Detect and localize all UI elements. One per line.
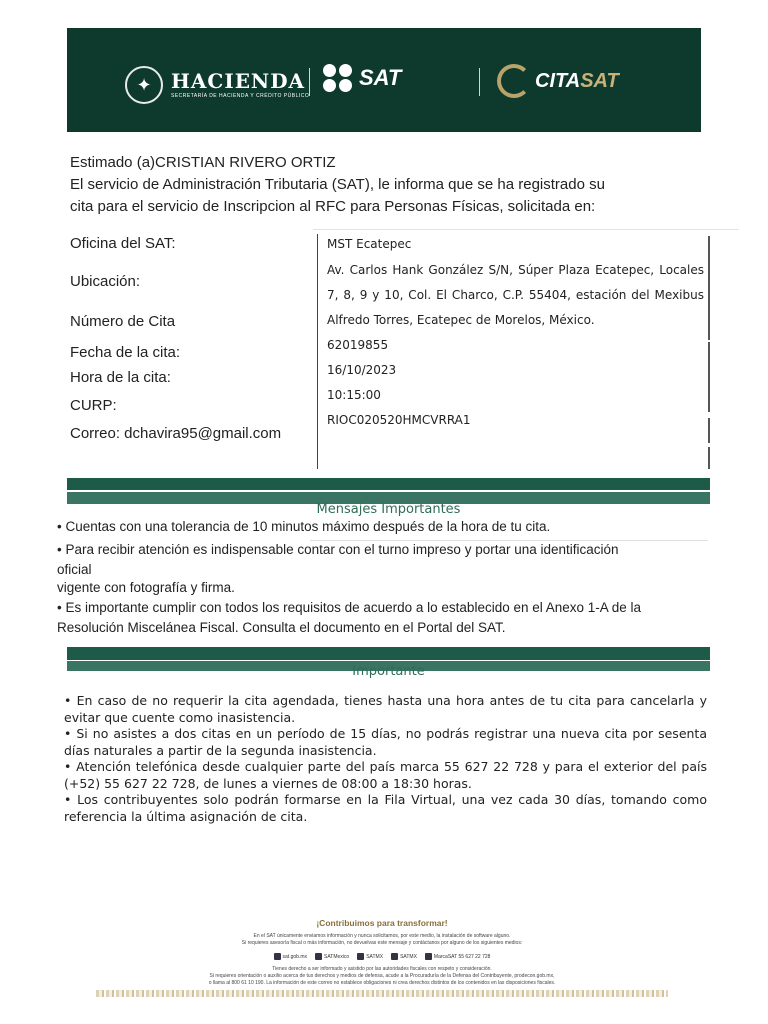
facebook-icon bbox=[315, 953, 322, 960]
sat-logo-text: SAT bbox=[359, 65, 402, 90]
citasat-logo-part1: CITA bbox=[535, 69, 581, 92]
curp-label: CURP: bbox=[70, 397, 117, 414]
intro-line-1: El servicio de Administración Tributaria (SAT), le informa que se ha registrado su bbox=[70, 176, 605, 193]
hacienda-subtitle: SECRETARÍA DE HACIENDA Y CRÉDITO PÚBLICO bbox=[171, 93, 310, 99]
section-bar bbox=[67, 647, 710, 660]
message-item: Resolución Miscelánea Fiscal. Consulta el documento en el Portal del SAT. bbox=[57, 620, 506, 635]
date-value: 16/10/2023 bbox=[327, 363, 397, 377]
message-item: vigente con fotografía y firma. bbox=[57, 580, 235, 595]
hacienda-title: HACIENDA bbox=[171, 69, 306, 93]
table-right-border bbox=[708, 236, 710, 340]
citasat-logo-part2: SAT bbox=[580, 69, 619, 92]
header-banner bbox=[67, 28, 701, 132]
eagle-seal-icon: ✦ bbox=[125, 66, 163, 104]
time-label: Hora de la cita: bbox=[70, 369, 171, 386]
globe-icon bbox=[274, 953, 281, 960]
footer-pattern bbox=[96, 990, 668, 997]
sat-logo bbox=[323, 64, 401, 92]
footer-slogan: ¡Contribuimos para transformar! bbox=[316, 918, 448, 928]
messages-title: Mensajes Importantes bbox=[316, 502, 461, 517]
message-item: • Es importante cumplir con todos los requisitos de acuerdo a lo establecido en el Anexo 1-A de la bbox=[57, 600, 642, 615]
message-item: • Cuentas con una tolerancia de 10 minutos máximo después de la hora de tu cita. bbox=[57, 519, 551, 534]
curp-value: RIOC020520HMCVRRA1 bbox=[327, 413, 471, 427]
footer-link-facebook[interactable]: SATMexico bbox=[315, 953, 349, 960]
twitter-icon bbox=[357, 953, 364, 960]
citasat-mark-icon bbox=[497, 64, 531, 98]
section-bar bbox=[67, 478, 710, 490]
appointment-number-value: 62019855 bbox=[327, 338, 389, 352]
footer-links bbox=[96, 953, 668, 960]
footer-link-web[interactable]: sat.gob.mx bbox=[274, 953, 307, 960]
table-divider bbox=[317, 234, 318, 469]
footer-line: Tienes derecho a ser informado y asistido por las autoridades fiscales con respeto y consideración. bbox=[272, 966, 492, 972]
important-item: • Atención telefónica desde cualquier parte del país marca 55 627 22 728 y para el exterior del país (+52) 55 627 22 728, de lunes a viernes de 08:00 a 18:30 horas. bbox=[64, 759, 707, 791]
footer-line: o llama al 800 61 10 190. La información de este correo no establece obligaciones ni crea derechos distintos de los contenidos en las disposiciones fiscales. bbox=[208, 980, 556, 986]
citasat-logo bbox=[497, 64, 619, 98]
footer-link-twitter[interactable]: SATMX bbox=[357, 953, 383, 960]
footer-link-phone[interactable]: MarcaSAT 55 627 22 728 bbox=[425, 953, 491, 960]
table-top-rule bbox=[313, 229, 739, 230]
message-item: oficial bbox=[57, 562, 92, 577]
table-right-border bbox=[708, 447, 710, 469]
footer-line: Si requieres orientación o auxilio acerca de tus derechos y medios de defensa, acude a la Procuraduría de la Defensa del Contribuyente, prodecon.gob.mx, bbox=[209, 973, 555, 979]
important-item: • Los contribuyentes solo podrán formarse en la Fila Virtual, una vez cada 30 días, tomando como referencia la última asignación de cita. bbox=[64, 792, 707, 824]
hacienda-logo bbox=[125, 66, 309, 104]
important-item: • Si no asistes a dos citas en un período de 15 días, no podrás registrar una nueva cita por sesenta días naturales a partir de la segunda inasistencia. bbox=[64, 726, 707, 758]
office-label: Oficina del SAT: bbox=[70, 235, 176, 252]
important-title: Importante bbox=[352, 664, 425, 679]
address-value: Av. Carlos Hank González S/N, Súper Plaza Ecatepec, Locales 7, 8, 9 y 10, Col. El Charco, C.P. 55404, estación del Mexibus Alfredo Torres, Ecatepec de Morelos, México. bbox=[327, 263, 704, 327]
office-value: MST Ecatepec bbox=[327, 237, 412, 251]
appointment-number-label: Número de Cita bbox=[70, 313, 176, 330]
footer-line: Si requieres asesoría fiscal o más información, no devuelvas este mensaje y contáctanos por alguno de los siguientes medios: bbox=[241, 940, 523, 946]
youtube-icon bbox=[391, 953, 398, 960]
table-right-border bbox=[708, 418, 710, 443]
email-label: Correo: dchavira95@gmail.com bbox=[70, 425, 282, 442]
phone-icon bbox=[425, 953, 432, 960]
important-item: • En caso de no requerir la cita agendada, tienes hasta una hora antes de tu cita para cancelarla y evitar que cuente como inasistencia. bbox=[64, 693, 707, 725]
greeting: Estimado (a)CRISTIAN RIVERO ORTIZ bbox=[70, 154, 336, 171]
logo-divider bbox=[309, 68, 310, 96]
location-label: Ubicación: bbox=[70, 273, 141, 290]
logo-divider bbox=[479, 68, 480, 96]
date-label: Fecha de la cita: bbox=[70, 344, 181, 361]
footer bbox=[96, 918, 668, 987]
intro-line-2: cita para el servicio de Inscripcion al RFC para Personas Físicas, solicitada en: bbox=[70, 198, 596, 215]
table-right-border bbox=[708, 342, 710, 412]
footer-line: En el SAT únicamente enviamos información y nunca solicitamos, por este medio, la instalación de software alguno. bbox=[253, 933, 511, 939]
important-list bbox=[64, 693, 707, 825]
intro-paragraph bbox=[70, 152, 670, 218]
message-item: • Para recibir atención es indispensable contar con el turno impreso y portar una identificación bbox=[57, 542, 619, 557]
time-value: 10:15:00 bbox=[327, 388, 381, 402]
footer-link-youtube[interactable]: SATMX bbox=[391, 953, 417, 960]
sat-dots-icon bbox=[323, 64, 353, 92]
